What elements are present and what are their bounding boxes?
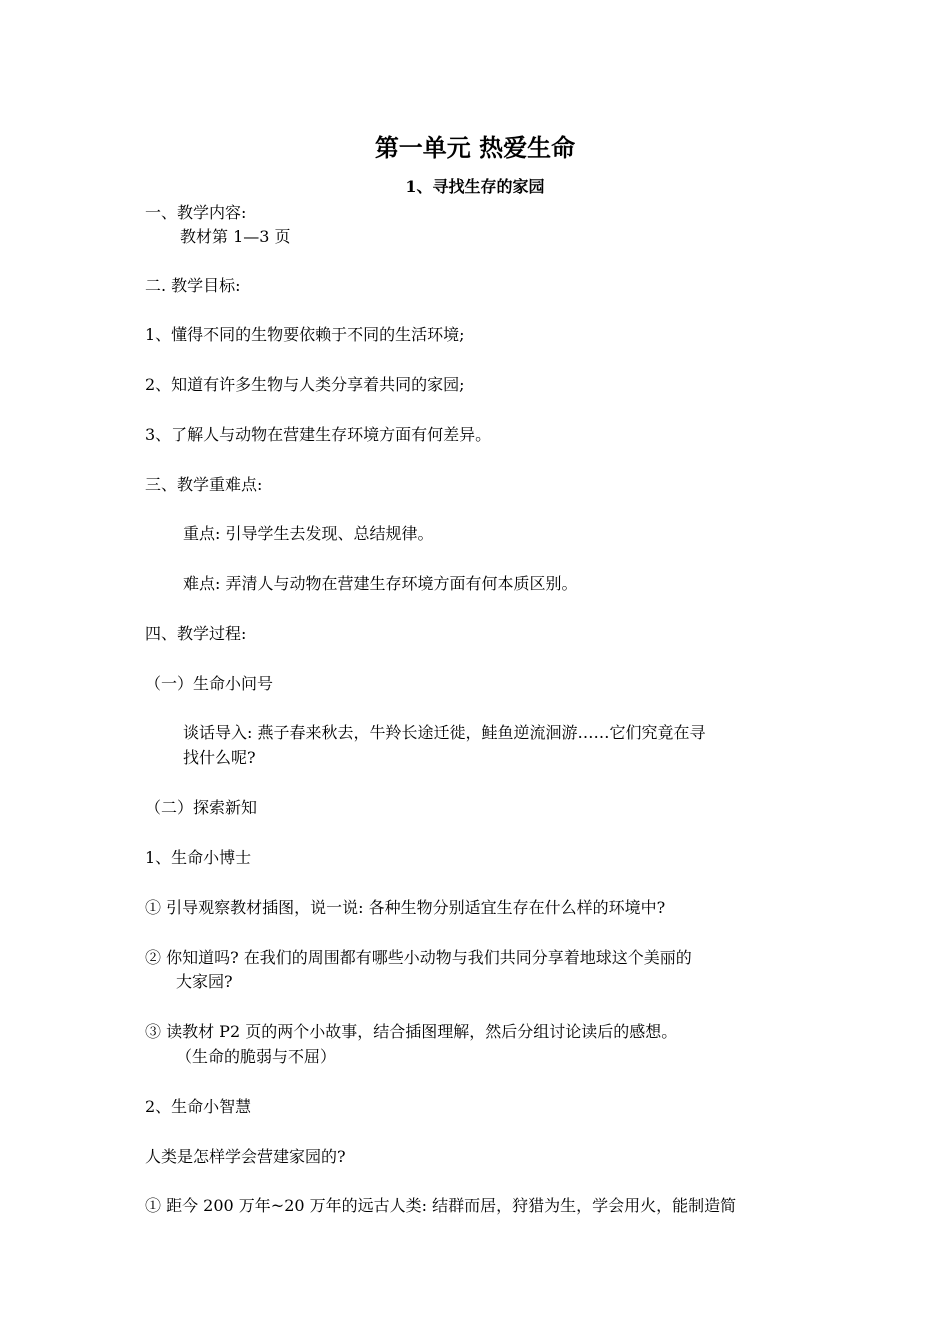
activity-heading: 2、生命小智慧: [145, 1097, 252, 1116]
goal-item: 1、懂得不同的生物要依赖于不同的生活环境;: [145, 325, 465, 344]
difficult-point-text: 难点: 弄清人与动物在营建生存环境方面有何本质区别。: [183, 574, 578, 593]
activity-item: ② 你知道吗? 在我们的周围都有哪些小动物与我们共同分享着地球这个美丽的: [145, 948, 692, 967]
section-heading-content: 一、教学内容:: [145, 203, 247, 222]
lesson-title: 1、寻找生存的家园: [405, 177, 545, 196]
document-title: 第一单元 热爱生命: [374, 133, 576, 162]
intro-paragraph-line: 谈话导入: 燕子春来秋去，牛羚长途迁徙，鲑鱼逆流洄游……它们究竟在寻: [183, 723, 706, 742]
section-heading-process: 四、教学过程:: [145, 624, 247, 643]
section-heading-goals: 二. 教学目标:: [145, 276, 241, 295]
activity-item: ③ 读教材 P2 页的两个小故事，结合插图理解，然后分组讨论读后的感想。: [145, 1022, 678, 1041]
question-text: 人类是怎样学会营建家园的?: [145, 1147, 346, 1166]
section-heading-key-points: 三、教学重难点:: [145, 475, 263, 494]
activity-note: （生命的脆弱与不屈）: [176, 1047, 337, 1066]
activity-heading: 1、生命小博士: [145, 848, 252, 867]
activity-item: ① 引导观察教材插图，说一说: 各种生物分别适宜生存在什么样的环境中?: [145, 898, 666, 917]
activity-item-continued: 大家园?: [176, 972, 233, 991]
subsection-heading: （一）生命小问号: [145, 674, 274, 693]
subsection-heading: （二）探索新知: [145, 798, 258, 817]
goal-item: 2、知道有许多生物与人类分享着共同的家园;: [145, 375, 465, 394]
activity-item: ① 距今 200 万年~20 万年的远古人类: 结群而居，狩猎为生，学会用火，能制造简: [145, 1196, 737, 1215]
key-point-text: 重点: 引导学生去发现、总结规律。: [183, 524, 434, 543]
intro-paragraph-line: 找什么呢?: [183, 748, 256, 767]
goal-item: 3、了解人与动物在营建生存环境方面有何差异。: [145, 425, 492, 444]
content-text: 教材第 1—3 页: [180, 227, 291, 246]
